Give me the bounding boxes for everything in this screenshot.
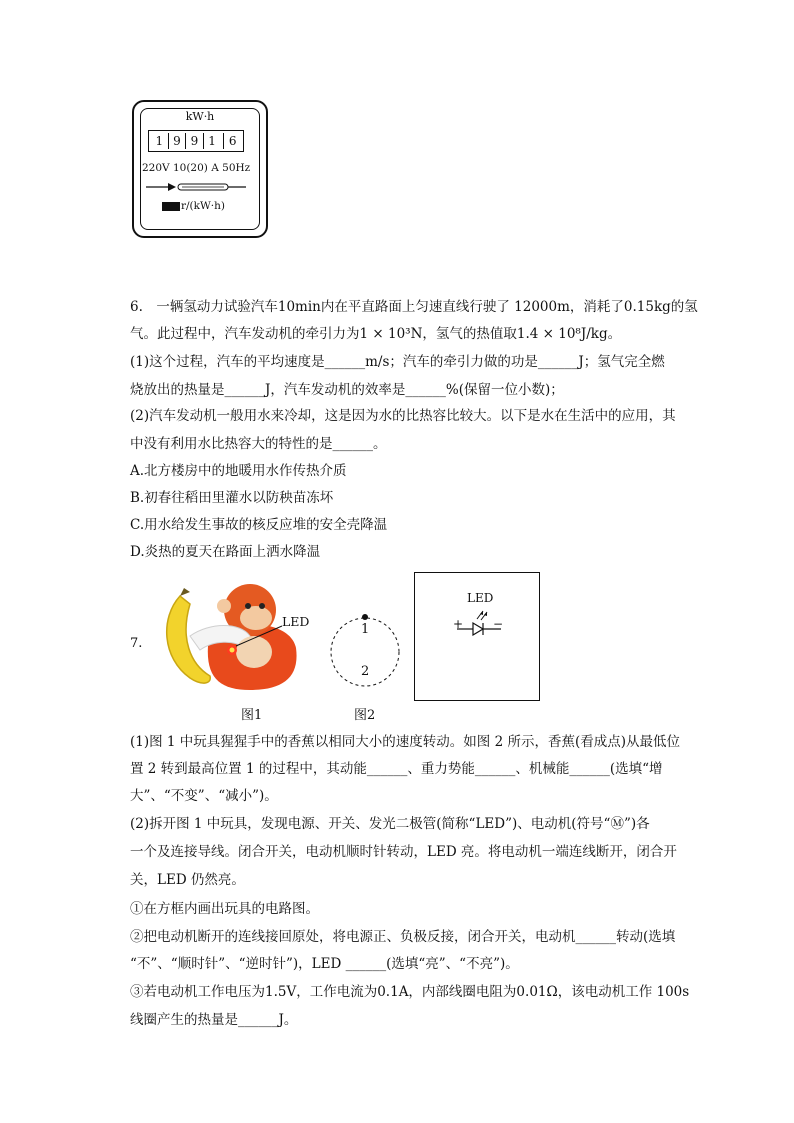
q6-option-d: D.炎热的夏天在路面上洒水降温 <box>130 544 321 560</box>
circuit-drawing-box[interactable] <box>414 572 540 701</box>
hidden-value-block <box>162 202 180 211</box>
q7-number: 7. <box>130 636 143 651</box>
meter-digits <box>148 130 244 152</box>
q6-option-c: C.用水给发生事故的核反应堆的安全壳降温 <box>130 517 388 533</box>
q6-option-b: B.初春往稻田里灌水以防秧苗冻坏 <box>130 490 334 506</box>
fig1-led-label: LED <box>282 614 310 629</box>
box-minus-sign: − <box>493 617 504 631</box>
q7-line-1: (1)图 1 中玩具猩猩手中的香蕉以相同大小的速度转动。如图 2 所示，香蕉(看成点)从最低位 <box>130 734 680 750</box>
q7-line-7: ①在方框内画出玩具的电路图。 <box>130 901 319 917</box>
electric-meter-figure <box>132 100 268 238</box>
fig2-position-1: 1 <box>361 622 370 637</box>
fig2-caption: 图2 <box>354 708 376 723</box>
q7-line-10: ③若电动机工作电压为1.5V，工作电流为0.1A，内部线圈电阻为0.01Ω，该电动机工作 100s <box>130 984 690 1000</box>
q6-line-6: 中没有利用水比热容大的特性的是______。 <box>130 436 387 452</box>
meter-digit: 9 <box>186 133 204 149</box>
meter-digit: 9 <box>169 133 187 149</box>
q6-line-4: 烧放出的热量是______J，汽车发动机的效率是______%(保留一位小数)； <box>130 382 564 398</box>
q6-line-2: 气。此过程中，汽车发动机的牵引力为1 × 10³N，氢气的热值取1.4 × 10⁸J/kg。 <box>130 326 622 342</box>
box-led-label: LED <box>467 591 494 605</box>
q7-line-3: 大”、“不变”、“减小”)。 <box>130 788 278 804</box>
q7-line-2: 置 2 转到最高位置 1 的过程中，其动能______、重力势能______、机械能______(选填“增 <box>130 761 663 777</box>
fig2-position-2: 2 <box>361 664 370 679</box>
meter-revolutions <box>162 200 225 212</box>
q7-line-5: 一个及连接导线。闭合开关，电动机顺时针转动，LED 亮。将电动机一端连线断开，闭合开 <box>130 844 677 860</box>
meter-digit: 1 <box>151 133 169 149</box>
meter-digit: 1 <box>208 134 216 148</box>
meter-disc-arrow-icon <box>146 180 246 194</box>
q7-line-9: “不”、“顺时针”、“逆时针”)，LED ______(选填“亮”、“不亮”)。 <box>130 956 519 972</box>
q6-option-a: A.北方楼房中的地暖用水作传热介质 <box>130 463 347 479</box>
q7-line-11: 线圈产生的热量是______J。 <box>130 1012 298 1028</box>
meter-digit-decimal: 6 <box>223 133 241 149</box>
meter-spec: 220V 10(20) A 50Hz <box>142 162 251 174</box>
q6-line-5: (2)汽车发动机一般用水来冷却，这是因为水的比热容比较大。以下是水在生活中的应用，其 <box>130 408 676 424</box>
meter-revolutions-unit: r/(kW·h) <box>181 200 226 212</box>
fig1-caption: 图1 <box>241 708 263 723</box>
q7-line-8: ②把电动机断开的连线接回原处，将电源正、负极反接，闭合开关，电动机______转动(选填 <box>130 929 676 945</box>
q7-line-6: 关，LED 仍然亮。 <box>130 872 245 888</box>
q7-line-4: (2)拆开图 1 中玩具，发现电源、开关、发光二极管(简称“LED”)、电动机(符号“Ⓜ”)各 <box>130 816 650 832</box>
toy-monkey-figure <box>150 578 320 698</box>
q6-line-3: (1)这个过程，汽车的平均速度是______m/s；汽车的牵引力做的功是______J；氢气完全燃 <box>130 354 665 370</box>
box-plus-sign: + <box>453 617 464 631</box>
q6-line-1: 6. 一辆氢动力试验汽车10min内在平直路面上匀速直线行驶了 12000m，消耗了0.15kg的氢 <box>130 299 698 315</box>
led-symbol-icon <box>455 607 505 637</box>
meter-unit: kW·h <box>185 110 215 123</box>
